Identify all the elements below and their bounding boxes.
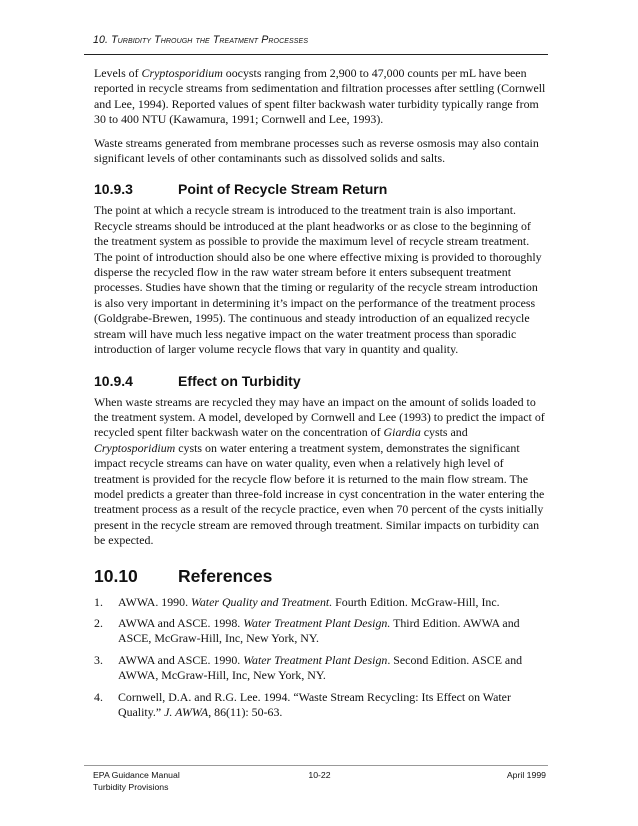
text-span: AWWA and ASCE. 1998. [118,615,244,630]
section-10-9-3-paragraph: The point at which a recycle stream is introduced to the treatment train is also important. Recycle streams should be introduced at the plant headworks or as close to the beginning of the treatment system as possible to provide the maximum level of recycle stream treatment. The point of introduction should also be one where effective mixing is provided to thoroughly disperse the recycled flow in the raw water stream before it enters subsequent treatment processes. Studies have shown that the timing or regularity of the recycle stream introduction is also very important in determining it’s impact on the performance of the treatment process (Goldgrabe-Brewen, 1995). The continuous and steady introduction of an equalized recycle stream will have much less negative impact on the water treatment process than sporadic introduction of larger volume recycle flows that vary in quantity and quality. [94,203,542,357]
reference-number: 2. [94,615,103,630]
italic-title: J. AWWA [164,705,209,719]
text-span: , 86(11): 50-63. [208,705,283,719]
section-number: 10.9.3 [94,181,133,198]
text-span: Cornwell, D.A. and R.G. Lee. 1994. “Waste Stream Recycling: Its Effect on Water Quality.” [118,689,511,719]
text-span: . Second Edition. ASCE and AWWA, McGraw-Hill, Inc, New York, NY. [118,652,523,683]
footer-date: April 1999 [506,770,546,780]
header-rule [84,54,548,55]
page-number: 10-22 [308,770,331,780]
footer-rule [84,765,548,766]
reference-number: 1. [94,594,103,609]
section-number: 10.9.4 [94,372,133,389]
reference-list [94,595,546,721]
italic-term: Cryptosporidium [94,440,176,455]
footer-subtitle: Turbidity Provisions [93,782,169,792]
reference-number: 4. [94,689,103,704]
text-span: cysts and [420,425,468,440]
section-10-9-4-paragraph [94,395,546,549]
page-body [94,66,546,726]
text-span: AWWA. 1990. [118,594,192,609]
text-span: AWWA and ASCE. 1990. [118,652,244,667]
reference-number: 3. [94,652,103,667]
section-heading-10-9-3 [94,180,546,198]
reference-item [94,616,546,647]
reference-item [94,595,546,610]
text-span: Levels of [94,66,142,80]
italic-term: Giardia [383,425,421,440]
section-title: References [178,565,273,586]
reference-item [94,653,546,684]
text-span: When waste streams are recycled they may have an impact on the amount of solids loaded to the treatment system. A model, developed by Cornwell and Lee (1993) to predict the impact of recycled spent filter backwash water on the concentration of [94,394,545,440]
running-header [93,34,546,46]
text-span: Fourth Edition. McGraw-Hill, Inc. [332,594,500,609]
reference-item [94,690,546,721]
section-number: 10.10 [94,565,138,586]
footer-manual-title: EPA Guidance Manual [93,770,180,780]
italic-title: Water Treatment Plant Design. [243,615,391,630]
section-title: Point of Recycle Stream Return [178,181,388,198]
text-span: Third Edition. AWWA and ASCE, McGraw-Hill, Inc, New York, NY. [118,615,520,646]
text-span: oocysts ranging from 2,900 to 47,000 counts per mL have been reported in recycle streams from sedimentation and filtration processes after settling (Cornwell and Lee, 1994). Reported values of spent filter backwash water turbidity typically range from 30 to 400 NTU (Kawamura, 1991; Cornwell and Lee, 1993). [94,66,546,127]
section-heading-10-10 [94,565,546,587]
running-header-title: 10. Turbidity Through the Treatment Processes [93,34,309,46]
italic-term: Cryptosporidium [141,66,223,80]
text-span: cysts on water entering a treatment system, demonstrates the significant impact recycle streams can have on water quality, even when a relatively high level of treatment is provided for the recycle flow before it is returned to the main flow stream. The model predicts a greater than three-fold increase in cyst concentration in the water entering the treatment process as a result of the recycle practice, even when 70 percent of the cysts initially present in the recycle stream are removed through treatment. Similar impacts on turbidity can be expected. [94,440,545,548]
intro-paragraph-2: Waste streams generated from membrane processes such as reverse osmosis may also contain significant levels of other contaminants such as dissolved solids and salts. [94,135,539,166]
italic-title: Water Quality and Treatment. [191,594,333,609]
section-heading-10-9-4 [94,372,546,390]
intro-paragraph-1 [94,66,546,128]
italic-title: Water Treatment Plant Design [243,652,388,667]
section-title: Effect on Turbidity [178,372,301,389]
